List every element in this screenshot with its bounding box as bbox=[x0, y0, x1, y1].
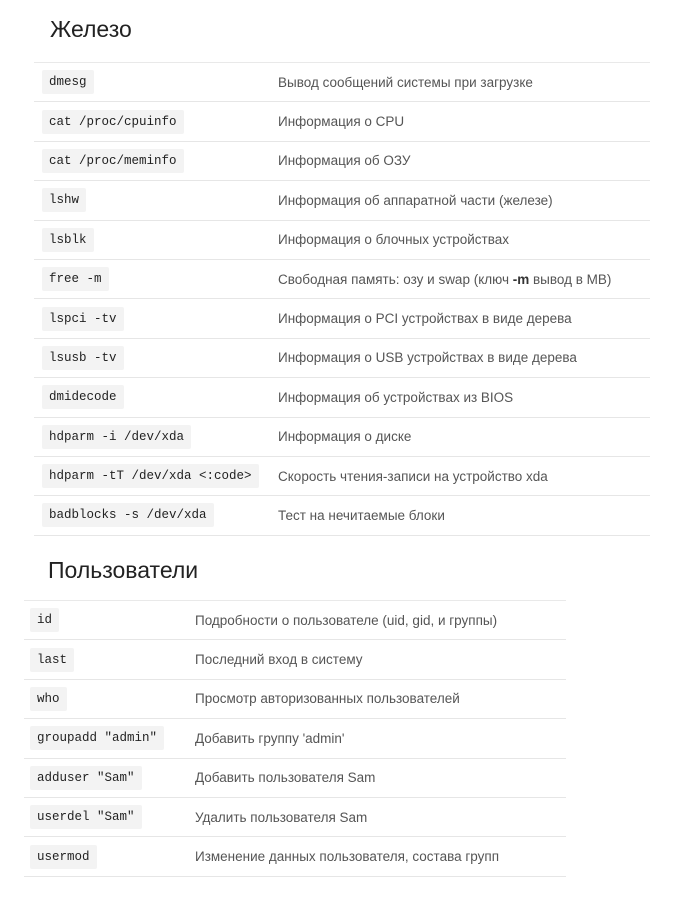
table-row bbox=[24, 759, 566, 798]
table-row bbox=[24, 719, 566, 758]
command-description: Информация об устройствах из BIOS bbox=[278, 389, 514, 405]
command-code: cat /proc/cpuinfo bbox=[42, 110, 184, 134]
command-code: badblocks -s /dev/xda bbox=[42, 503, 214, 527]
command-description: Изменение данных пользователя, состава групп bbox=[195, 849, 500, 865]
command-description: Информация о блочных устройствах bbox=[278, 232, 510, 248]
table-row bbox=[34, 378, 650, 417]
command-cell bbox=[24, 648, 195, 672]
table-row bbox=[34, 221, 650, 260]
command-cell bbox=[24, 687, 195, 711]
table-row bbox=[34, 457, 650, 496]
command-description: Информация о диске bbox=[278, 429, 412, 445]
table-row bbox=[34, 496, 650, 535]
command-cell bbox=[34, 307, 278, 331]
command-code: id bbox=[30, 608, 59, 632]
command-cell bbox=[24, 805, 195, 829]
command-description: Информация о PCI устройствах в виде дерева bbox=[278, 311, 572, 327]
table-row bbox=[34, 260, 650, 299]
command-description: Добавить группу 'admin' bbox=[195, 730, 345, 746]
command-description: Информация об ОЗУ bbox=[278, 153, 411, 169]
command-description bbox=[278, 272, 611, 287]
table-row bbox=[24, 837, 566, 876]
command-code: lspci -tv bbox=[42, 307, 124, 331]
table-row bbox=[34, 418, 650, 457]
description-text: вывод в MB) bbox=[529, 271, 612, 287]
command-description: Информация об аппаратной части (железе) bbox=[278, 192, 553, 208]
command-description: Добавить пользователя Sam bbox=[195, 770, 376, 786]
command-cell bbox=[34, 228, 278, 252]
hardware-commands-table bbox=[34, 62, 650, 536]
command-cell bbox=[34, 110, 278, 134]
section-title-users: Пользователи bbox=[48, 557, 199, 583]
command-cell bbox=[34, 149, 278, 173]
command-code: userdel "Sam" bbox=[30, 805, 142, 829]
command-description: Вывод сообщений системы при загрузке bbox=[278, 74, 533, 90]
hardware-section bbox=[34, 14, 650, 536]
command-cell bbox=[34, 346, 278, 370]
command-description: Информация о CPU bbox=[278, 114, 405, 130]
command-code: free -m bbox=[42, 267, 109, 291]
command-description: Удалить пользователя Sam bbox=[195, 809, 368, 825]
command-code: hdparm -i /dev/xda bbox=[42, 425, 191, 449]
command-cell bbox=[34, 503, 278, 527]
command-code: lsblk bbox=[42, 228, 94, 252]
table-row bbox=[24, 640, 566, 679]
command-cell bbox=[34, 267, 278, 291]
command-cell bbox=[34, 70, 278, 94]
command-cell bbox=[34, 385, 278, 409]
command-description: Подробности о пользователе (uid, gid, и группы) bbox=[195, 612, 498, 628]
command-code: cat /proc/meminfo bbox=[42, 149, 184, 173]
command-code: groupadd "admin" bbox=[30, 726, 164, 750]
table-row bbox=[34, 181, 650, 220]
command-code: dmidecode bbox=[42, 385, 124, 409]
description-text: Свободная память: озу и swap (ключ bbox=[278, 271, 513, 287]
table-row bbox=[34, 63, 650, 102]
table-row bbox=[34, 299, 650, 338]
command-code: hdparm -tT /dev/xda <:code> bbox=[42, 464, 259, 488]
command-description: Информация о USB устройствах в виде дерева bbox=[278, 350, 577, 366]
table-row bbox=[24, 798, 566, 837]
command-cell bbox=[24, 726, 195, 750]
users-section bbox=[24, 555, 566, 877]
command-code: adduser "Sam" bbox=[30, 766, 142, 790]
command-code: usermod bbox=[30, 845, 97, 869]
section-title-hardware: Железо bbox=[50, 16, 132, 42]
command-code: lshw bbox=[42, 188, 86, 212]
command-cell bbox=[34, 188, 278, 212]
table-row bbox=[34, 339, 650, 378]
command-cell bbox=[24, 766, 195, 790]
command-description: Тест на нечитаемые блоки bbox=[278, 507, 445, 523]
command-cell bbox=[24, 608, 195, 632]
table-row bbox=[34, 142, 650, 181]
users-commands-table bbox=[24, 600, 566, 877]
command-cell bbox=[34, 464, 278, 488]
command-description: Просмотр авторизованных пользователей bbox=[195, 691, 460, 707]
command-cell bbox=[24, 845, 195, 869]
description-flag: -m bbox=[512, 271, 530, 287]
table-row bbox=[24, 680, 566, 719]
command-description: Последний вход в систему bbox=[195, 652, 363, 668]
command-cell bbox=[34, 425, 278, 449]
command-code: lsusb -tv bbox=[42, 346, 124, 370]
command-code: dmesg bbox=[42, 70, 94, 94]
command-code: last bbox=[30, 648, 74, 672]
table-row bbox=[24, 601, 566, 640]
table-row bbox=[34, 102, 650, 141]
command-code: who bbox=[30, 687, 67, 711]
command-description: Скорость чтения-записи на устройство xda bbox=[278, 468, 548, 484]
